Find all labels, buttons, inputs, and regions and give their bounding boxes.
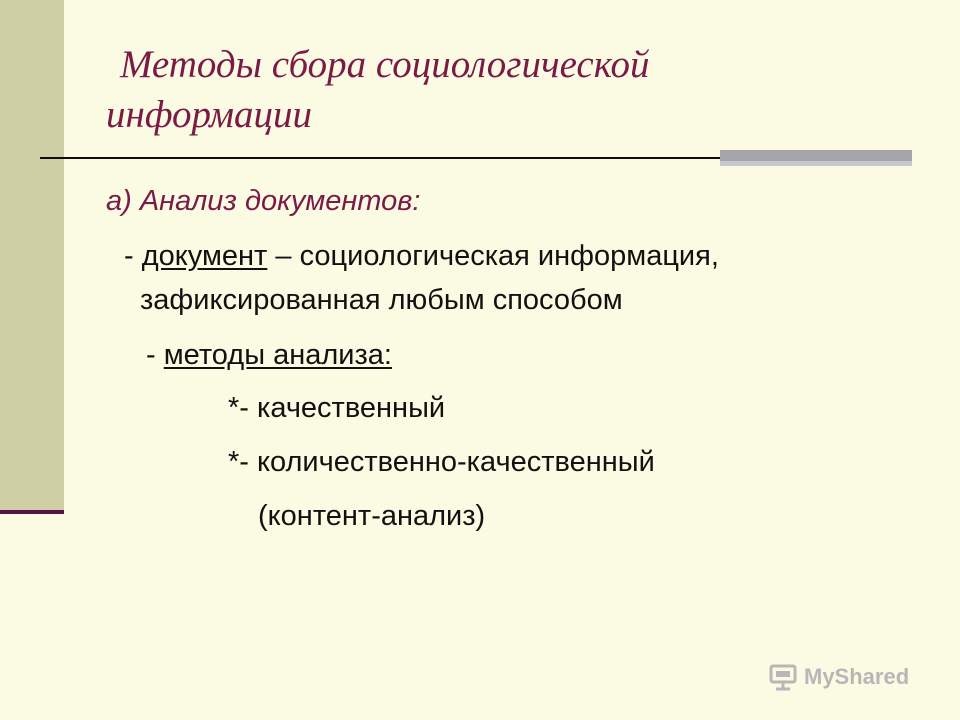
title-line-1: Методы сбора социологической	[120, 43, 650, 86]
definition-continuation: зафиксированная любым способом	[140, 284, 623, 316]
slide-title	[106, 40, 866, 140]
sub-item-qualitative: *- качественный	[228, 392, 446, 424]
watermark-text: MyShared	[804, 664, 910, 689]
sidebar-divider	[0, 510, 64, 514]
sub-item-quant-qual: *- количественно-качественный	[228, 446, 655, 478]
title-accent-bar-light	[720, 161, 912, 166]
subheading: а) Анализ документов:	[106, 185, 421, 217]
definition-text: – социологическая информация,	[267, 240, 719, 272]
list-item-document	[124, 238, 719, 274]
bullet-dash: -	[146, 339, 164, 371]
bullet-dash: -	[124, 240, 142, 272]
term-document: документ	[141, 240, 268, 272]
sub-item-note: (контент-анализ)	[258, 500, 486, 532]
term-methods: методы анализа:	[163, 339, 392, 371]
watermark	[768, 657, 909, 697]
projector-screen-icon	[768, 662, 798, 692]
left-sidebar-band	[0, 0, 64, 512]
list-item-methods	[146, 337, 392, 373]
title-line-2: информации	[106, 93, 312, 136]
